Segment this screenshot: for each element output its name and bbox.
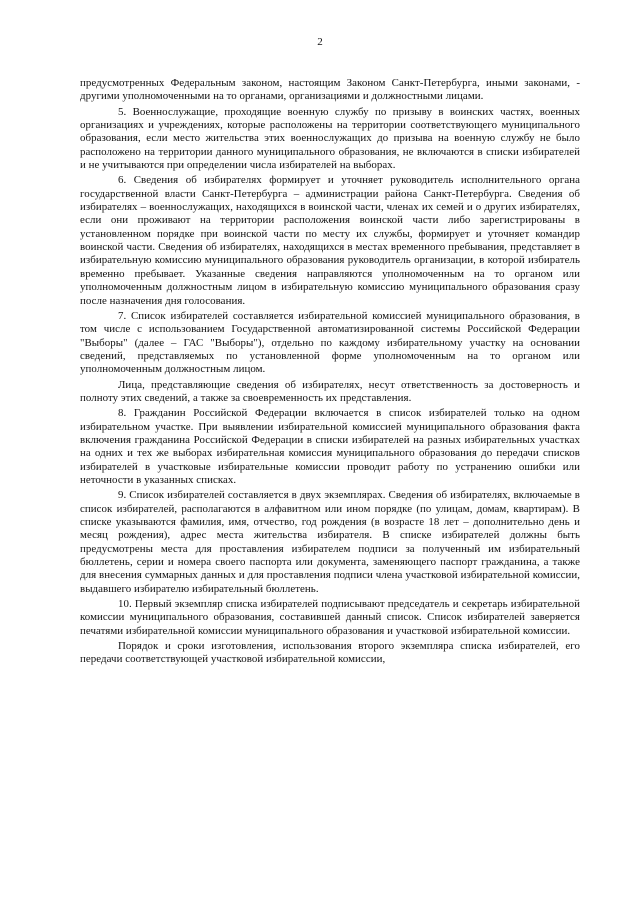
paragraph-item-8: 8. Гражданин Российской Федерации включается в список избирателей только на одном избирательном участке. При выявлении избирательной комиссией муниципального образования факта включения гражданина Российской Федерации в списки избирателей на разных избирательных участках на одних и тех же выборах избирательная комиссия муниципального образования до передачи списков избирателей в участковые избирательные комиссии проводит работу по устранению ошибки или неточности в указанных списках. xyxy=(80,407,580,486)
paragraph-item-9: 9. Список избирателей составляется в двух экземплярах. Сведения об избирателях, включаемые в список избирателей, располагаются в алфавитном или ином порядке (по улицам, домам, квартирам). В списке указываются фамилия, имя, отчество, год рождения (в возрасте 18 лет – дополнительно день и месяц рождения), адрес места жительства избирателя. В списке избирателей должны быть предусмотрены места для проставления избирателем подписи за полученный им избирательный бюллетень, серии и номера своего паспорта или документа, заменяющего паспорт гражданина, а также для внесения суммарных данных и для проставления подписи члена участковой избирательной комиссии, выдавшего избирателю избирательный бюллетень. xyxy=(80,489,580,595)
paragraph-item-7: 7. Список избирателей составляется избирательной комиссией муниципального образования, в том числе с использованием Государственной автоматизированной системы Российской Федерации "Выборы" (далее – ГАС "Выборы"), отдельно по каждому избирательному участку на основании сведений, представляемых по установленной форме уполномоченным на то органом или уполномоченным должностным лицом. xyxy=(80,309,580,376)
paragraph-second-copy-procedure: Порядок и сроки изготовления, использования второго экземпляра списка избирателей, его передачи соответствующей участковой избирательной комиссии, xyxy=(80,640,580,666)
paragraph-item-5: 5. Военнослужащие, проходящие военную службу по призыву в воинских частях, военных организациях и учреждениях, которые расположены на территории соответствующего муниципального образования, если место жительства этих военнослужащих до призыва на военную службу не было расположено на территории данного муниципального образования, не включаются в списки избирателей и не учитываются при определении числа избирателей на выборах. xyxy=(80,105,580,172)
paragraph-item-10: 10. Первый экземпляр списка избирателей подписывают председатель и секретарь избирательной комиссии муниципального образования, составившей данный список. Список избирателей заверяется печатями избирательной комиссии муниципального образования и участковой избирательной комиссии. xyxy=(80,598,580,637)
paragraph-item-7-responsibility: Лица, представляющие сведения об избирателях, несут ответственность за достоверность и полноту этих сведений, а также за своевременность их представления. xyxy=(80,378,580,404)
document-body xyxy=(80,77,580,669)
paragraph-continuation: предусмотренных Федеральным законом, настоящим Законом Санкт-Петербурга, иными законами, - другими уполномоченными на то органами, организациями и должностными лицами. xyxy=(80,77,580,103)
paragraph-item-6: 6. Сведения об избирателях формирует и уточняет руководитель исполнительного органа государственной власти Санкт-Петербурга – администрации района Санкт-Петербурга. Сведения об избирателях – военнослужащих, находящихся в воинской части, членах их семей и о других избирателях, если они проживают на территории расположения воинской части либо зарегистрированы в установленном порядке при воинской части по месту их службы, формирует и уточняет командир воинской части. Сведения об избирателях, находящихся в местах временного пребывания, представляет в избирательную комиссию муниципального образования руководитель организации, в которой избиратель временно пребывает. Указанные сведения направляются уполномоченным на то органом или уполномоченным должностным лицом в избирательную комиссию муниципального образования сразу после назначения дня голосования. xyxy=(80,174,580,307)
page-number: 2 xyxy=(317,36,323,48)
